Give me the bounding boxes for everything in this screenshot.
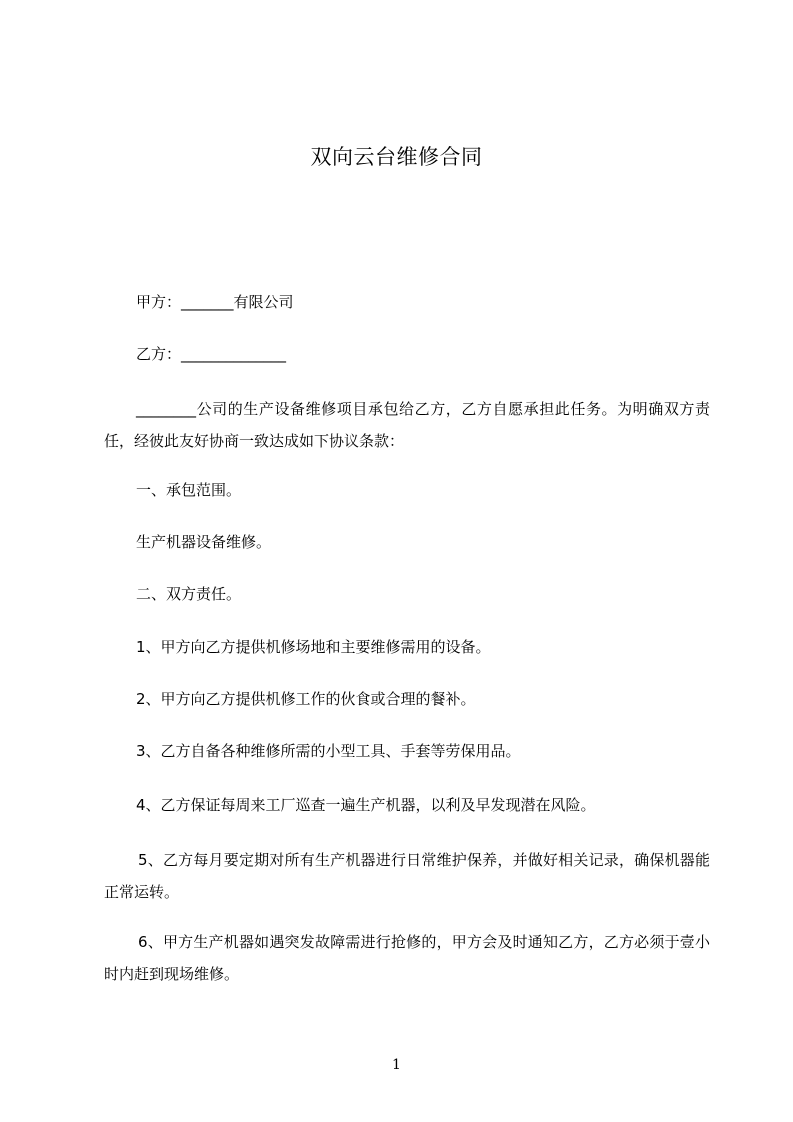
party-a-line: 甲方：_______有限公司 (136, 293, 294, 311)
page-number: 1 (392, 1057, 401, 1073)
section-2-heading: 二、双方责任。 (136, 585, 242, 603)
list-item: 4、乙方保证每周来工厂巡查一遍生产机器，以利及早发现潜在风险。 (136, 796, 596, 814)
intro-paragraph: ________公司的生产设备维修项目承包给乙方，乙方自愿承担此任务。为明确双方责任，经彼此友好协商一致达成如下协议条款： (104, 400, 710, 450)
section-1-body: 生产机器设备维修。 (136, 533, 272, 551)
list-item: 3、乙方自备各种维修所需的小型工具、手套等劳保用品。 (136, 742, 521, 760)
list-item: 1、甲方向乙方提供机修场地和主要维修需用的设备。 (136, 638, 491, 656)
list-item: 6、甲方生产机器如遇突发故障需进行抢修的，甲方会及时通知乙方，乙方必须于壹小时内赶到现场维修。 (104, 933, 710, 983)
list-item: 2、甲方向乙方提供机修工作的伙食或合理的餐补。 (136, 690, 476, 708)
party-b-line: 乙方：______________ (136, 345, 287, 363)
document-title: 双向云台维修合同 (310, 145, 483, 169)
list-item: 5、乙方每月要定期对所有生产机器进行日常维护保养，并做好相关记录，确保机器能正常运转。 (104, 851, 710, 901)
section-1-heading: 一、承包范围。 (136, 481, 242, 499)
